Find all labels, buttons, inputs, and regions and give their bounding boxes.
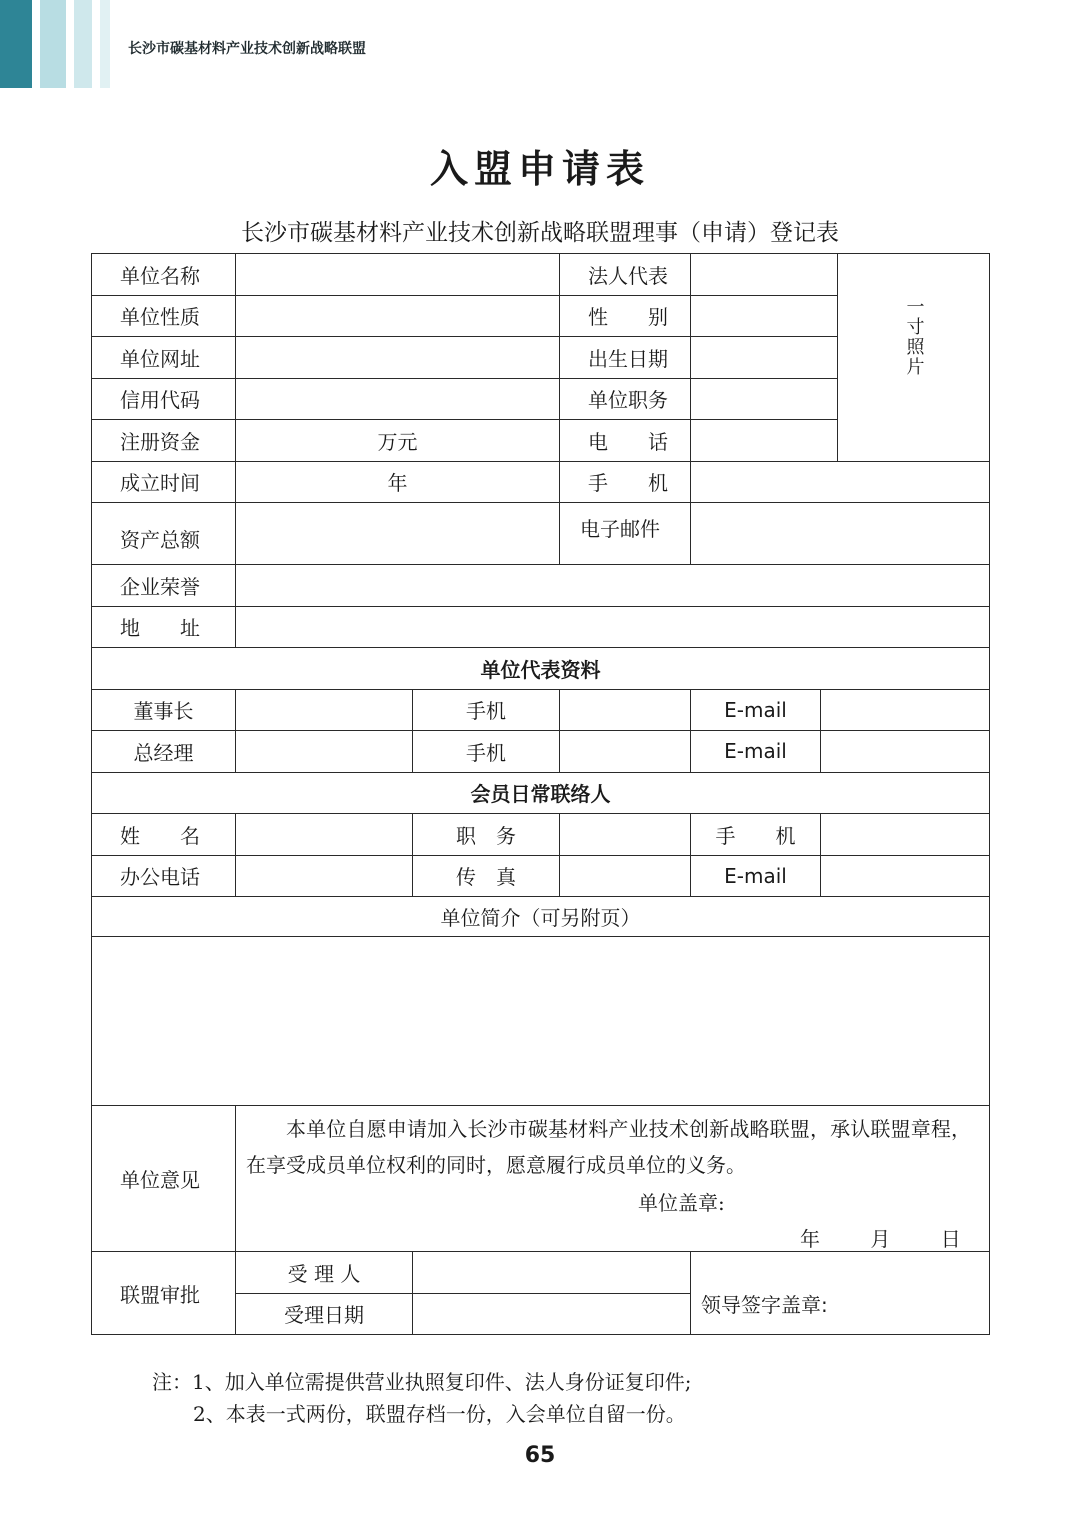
field-gm-name[interactable] xyxy=(236,731,413,773)
label-contact-email: E-mail xyxy=(691,855,821,897)
field-contact-email[interactable] xyxy=(821,855,990,897)
label-address: 地 址 xyxy=(92,606,236,648)
field-contact-duty[interactable] xyxy=(560,814,691,856)
label-contact-mobile: 手 机 xyxy=(691,814,821,856)
field-gm-mobile[interactable] xyxy=(560,731,691,773)
label-gm-mobile: 手机 xyxy=(413,731,560,773)
label-unit-nature: 单位性质 xyxy=(92,295,236,337)
opinion-statement: 本单位自愿申请加入长沙市碳基材料产业技术创新战略联盟，承认联盟章程，在享受成员单位权利的同时，愿意履行成员单位的义务。 xyxy=(246,1116,971,1177)
label-position: 单位职务 xyxy=(560,378,691,420)
photo-box xyxy=(838,254,990,462)
label-legal-rep: 法人代表 xyxy=(560,254,691,296)
field-legal-rep[interactable] xyxy=(691,254,838,296)
field-mobile[interactable] xyxy=(691,461,990,503)
field-position[interactable] xyxy=(691,378,838,420)
field-honors[interactable] xyxy=(236,565,990,607)
label-email-cell xyxy=(560,503,691,565)
form-subtitle: 长沙市碳基材料产业技术创新战略联盟理事（申请）登记表 xyxy=(241,220,839,246)
field-email[interactable] xyxy=(691,503,990,565)
opinion-date: 年 月 日 xyxy=(800,1226,961,1251)
header-stripe-light xyxy=(100,0,110,88)
field-total-assets[interactable] xyxy=(236,503,560,565)
note-line-2: 2、本表一式两份，联盟存档一份，入会单位自留一份。 xyxy=(193,1402,686,1426)
field-phone[interactable] xyxy=(691,420,838,462)
rep-section-heading: 单位代表资料 xyxy=(92,648,990,690)
label-chairman-email: E-mail xyxy=(691,689,821,731)
page-number: 65 xyxy=(524,1443,556,1468)
field-address[interactable] xyxy=(236,606,990,648)
opinion-stamp-label: 单位盖章: xyxy=(638,1190,725,1215)
label-contact-duty: 职 务 xyxy=(413,814,560,856)
field-unit-name[interactable] xyxy=(236,254,560,296)
label-fax: 传 真 xyxy=(413,855,560,897)
label-email: 电子邮件 xyxy=(580,517,660,541)
header-org-name: 长沙市碳基材料产业技术创新战略联盟 xyxy=(128,41,366,57)
capital-unit: 万元 xyxy=(377,429,418,454)
label-opinion: 单位意见 xyxy=(92,1106,236,1252)
year-unit: 年 xyxy=(387,471,408,496)
label-credit-code: 信用代码 xyxy=(92,378,236,420)
field-handler[interactable] xyxy=(413,1252,691,1294)
label-website: 单位网址 xyxy=(92,337,236,379)
field-gm-email[interactable] xyxy=(821,731,990,773)
label-unit-name: 单位名称 xyxy=(92,254,236,296)
label-reg-capital: 注册资金 xyxy=(92,420,236,462)
label-gm: 总经理 xyxy=(92,731,236,773)
label-accept-date: 受理日期 xyxy=(236,1293,413,1335)
label-office-phone: 办公电话 xyxy=(92,855,236,897)
label-chairman-mobile: 手机 xyxy=(413,689,560,731)
contact-section-heading: 会员日常联络人 xyxy=(92,772,990,814)
field-chairman-email[interactable] xyxy=(821,689,990,731)
field-chairman-mobile[interactable] xyxy=(560,689,691,731)
field-fax[interactable] xyxy=(560,855,691,897)
label-founded: 成立时间 xyxy=(92,461,236,503)
label-birth-date: 出生日期 xyxy=(560,337,691,379)
field-credit-code[interactable] xyxy=(236,378,560,420)
field-gender[interactable] xyxy=(691,295,838,337)
header-stripe xyxy=(74,0,92,88)
header-stripe-dark xyxy=(0,0,32,88)
field-birth-date[interactable] xyxy=(691,337,838,379)
notes xyxy=(152,1366,691,1430)
label-mobile: 手 机 xyxy=(560,461,691,503)
field-intro[interactable] xyxy=(92,937,990,1106)
note-line-1: 注：1、加入单位需提供营业执照复印件、法人身份证复印件; xyxy=(152,1370,692,1394)
label-gender: 性 别 xyxy=(560,295,691,337)
field-accept-date[interactable] xyxy=(413,1293,691,1335)
field-chairman-name[interactable] xyxy=(236,689,413,731)
label-gm-email: E-mail xyxy=(691,731,821,773)
label-honors: 企业荣誉 xyxy=(92,565,236,607)
label-handler: 受 理 人 xyxy=(236,1252,413,1294)
label-total-assets: 资产总额 xyxy=(92,503,236,565)
field-contact-name[interactable] xyxy=(236,814,413,856)
label-chairman: 董事长 xyxy=(92,689,236,731)
intro-heading: 单位简介（可另附页） xyxy=(92,897,990,937)
header-stripe xyxy=(40,0,66,88)
label-contact-name: 姓 名 xyxy=(92,814,236,856)
application-form-table xyxy=(91,253,990,1335)
label-phone: 电 话 xyxy=(560,420,691,462)
field-website[interactable] xyxy=(236,337,560,379)
page-title: 入盟申请表 xyxy=(429,147,650,191)
label-approval: 联盟审批 xyxy=(92,1252,236,1335)
field-reg-capital[interactable] xyxy=(236,420,560,462)
field-office-phone[interactable] xyxy=(236,855,413,897)
field-contact-mobile[interactable] xyxy=(821,814,990,856)
opinion-cell xyxy=(236,1106,990,1252)
label-leader-sign: 领导签字盖章: xyxy=(691,1252,990,1335)
photo-label: 一寸照片 xyxy=(903,297,925,378)
field-founded[interactable] xyxy=(236,461,560,503)
field-unit-nature[interactable] xyxy=(236,295,560,337)
